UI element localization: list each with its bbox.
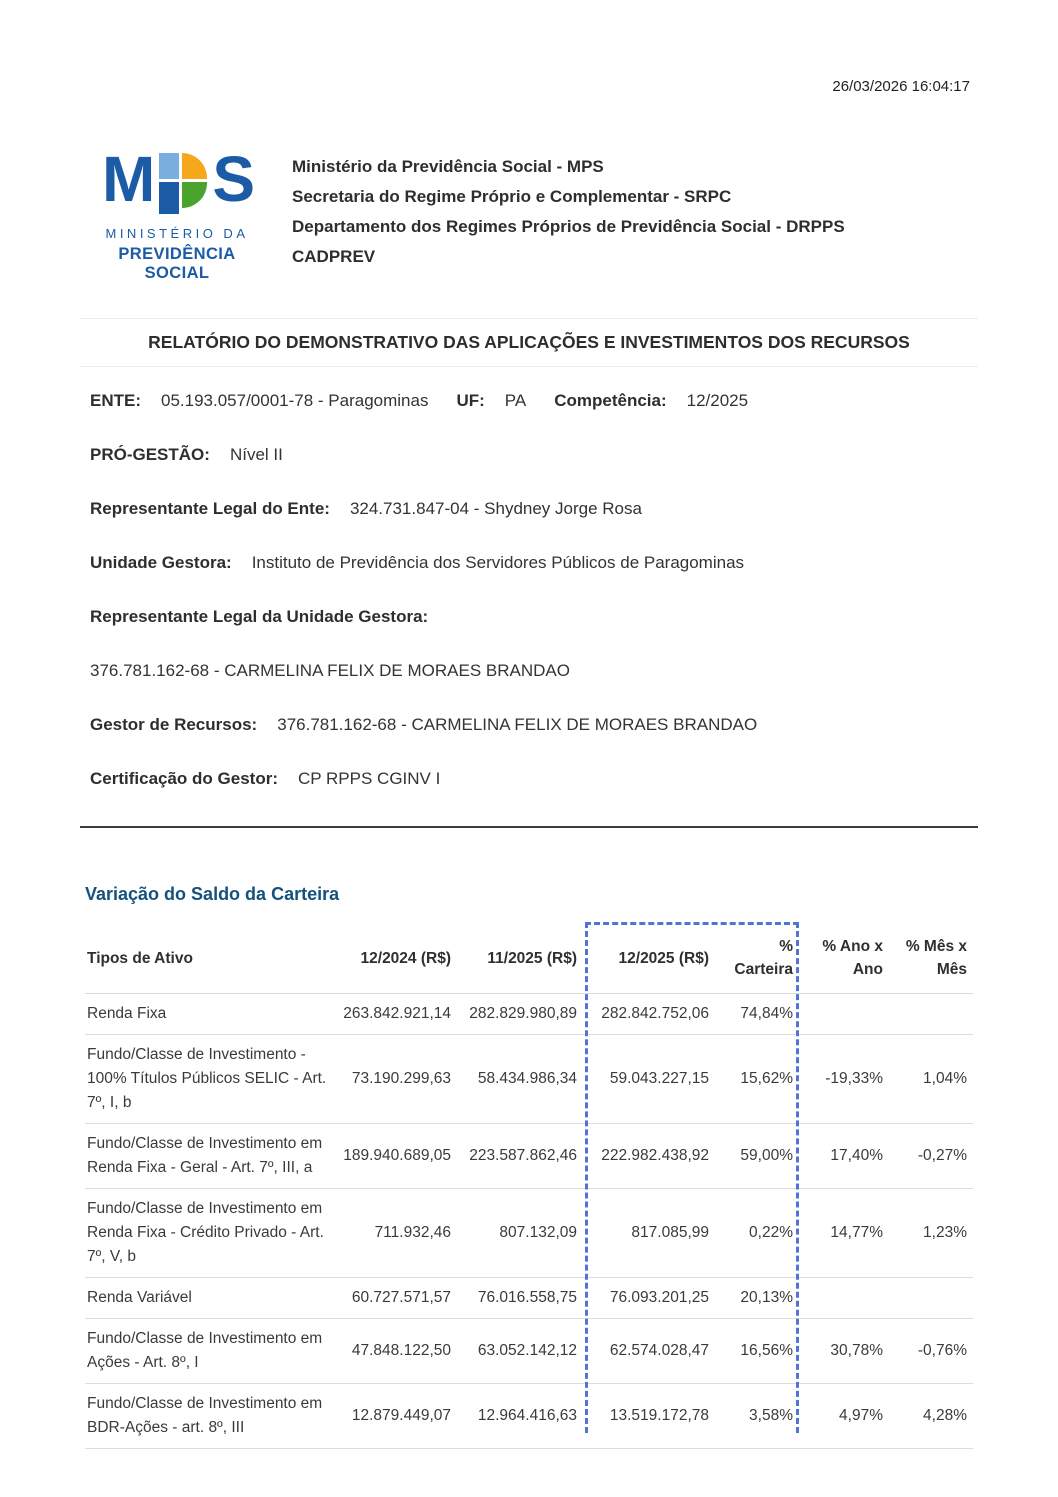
column-header: % Ano x Ano	[799, 924, 889, 993]
logo-previdencia-line: PREVIDÊNCIA SOCIAL	[118, 245, 236, 282]
field-label: Representante Legal do Ente:	[90, 499, 330, 518]
field-value: 376.781.162-68 - CARMELINA FELIX DE MORAES BRANDAO	[277, 715, 758, 734]
field-row	[90, 606, 970, 627]
field-value: PA	[504, 391, 527, 410]
field-row	[90, 390, 970, 411]
section-divider	[80, 826, 978, 828]
value-cell: 62.574.028,47	[583, 1318, 715, 1383]
field-label: PRÓ-GESTÃO:	[90, 445, 210, 464]
column-header: 11/2025 (R$)	[457, 924, 583, 993]
asset-type-cell: Fundo/Classe de Investimento em Renda Fixa - Geral - Art. 7º, III, a	[85, 1123, 337, 1188]
table-row	[85, 1188, 973, 1277]
mps-logo-acronym	[86, 143, 268, 215]
value-cell: 263.842.921,14	[337, 993, 457, 1034]
value-cell: 76.093.201,25	[583, 1277, 715, 1318]
value-cell: 60.727.571,57	[337, 1277, 457, 1318]
value-cell	[889, 993, 973, 1034]
field-label: Representante Legal da Unidade Gestora:	[90, 607, 429, 626]
value-cell: 4,28%	[889, 1383, 973, 1448]
table-row	[85, 1034, 973, 1123]
value-cell: 4,97%	[799, 1383, 889, 1448]
column-header: % Mês x Mês	[889, 924, 973, 993]
field-value: Nível II	[229, 445, 283, 464]
field-label: Unidade Gestora:	[90, 553, 232, 572]
print-timestamp: 26/03/2026 16:04:17	[832, 78, 970, 95]
value-cell: 73.190.299,63	[337, 1034, 457, 1123]
value-cell: 711.932,46	[337, 1188, 457, 1277]
value-cell: 3,58%	[715, 1383, 799, 1448]
value-cell: 282.829.980,89	[457, 993, 583, 1034]
agency-header	[292, 152, 845, 272]
logo-letter-s: S	[212, 143, 252, 215]
portfolio-variation-table	[85, 924, 973, 1449]
field-row	[90, 714, 970, 735]
agency-header-line: Departamento dos Regimes Próprios de Previdência Social - DRPPS	[292, 217, 845, 236]
field-label: UF:	[456, 391, 485, 410]
value-cell: 30,78%	[799, 1318, 889, 1383]
table-row	[85, 1383, 973, 1448]
agency-header-line: Secretaria do Regime Próprio e Complementar - SRPC	[292, 187, 732, 206]
value-cell: 282.842.752,06	[583, 993, 715, 1034]
mps-logo	[86, 143, 268, 283]
field-row	[90, 498, 970, 519]
value-cell: 59,00%	[715, 1123, 799, 1188]
column-header: % Carteira	[715, 924, 799, 993]
column-header: Tipos de Ativo	[85, 924, 337, 993]
value-cell: -19,33%	[799, 1034, 889, 1123]
value-cell: 222.982.438,92	[583, 1123, 715, 1188]
value-cell: 16,56%	[715, 1318, 799, 1383]
table-row	[85, 1318, 973, 1383]
logo-letter-m: M	[102, 143, 153, 215]
value-cell: 74,84%	[715, 993, 799, 1034]
value-cell: 47.848.122,50	[337, 1318, 457, 1383]
value-cell: 14,77%	[799, 1188, 889, 1277]
field-row	[90, 552, 970, 573]
field-value: CP RPPS CGINV I	[298, 769, 441, 788]
value-cell: 223.587.862,46	[457, 1123, 583, 1188]
table-row	[85, 1277, 973, 1318]
column-header: 12/2024 (R$)	[337, 924, 457, 993]
fields-section	[90, 390, 970, 822]
value-cell: 807.132,09	[457, 1188, 583, 1277]
agency-header-line: Ministério da Previdência Social - MPS	[292, 157, 604, 176]
field-label: Competência:	[554, 391, 667, 410]
field-value: 376.781.162-68 - CARMELINA FELIX DE MORAES BRANDAO	[90, 661, 570, 680]
asset-type-cell: Fundo/Classe de Investimento em Renda Fixa - Crédito Privado - Art. 7º, V, b	[85, 1188, 337, 1277]
logo-p-blue-stem	[159, 182, 179, 214]
logo-letter-p-icon	[159, 153, 207, 214]
asset-type-cell: Fundo/Classe de Investimento em BDR-Ações - art. 8º, III	[85, 1383, 337, 1448]
value-cell: -0,27%	[889, 1123, 973, 1188]
asset-type-cell: Renda Fixa	[85, 993, 337, 1034]
value-cell: 20,13%	[715, 1277, 799, 1318]
value-cell: 12.964.416,63	[457, 1383, 583, 1448]
agency-header-line: CADPREV	[292, 247, 376, 266]
field-value: Instituto de Previdência dos Servidores Públicos de Paragominas	[251, 553, 745, 572]
report-title: RELATÓRIO DO DEMONSTRATIVO DAS APLICAÇÕES E INVESTIMENTOS DOS RECURSOS	[80, 318, 978, 367]
value-cell	[799, 993, 889, 1034]
field-value: 05.193.057/0001-78 - Paragominas	[161, 391, 429, 410]
table-row	[85, 993, 973, 1034]
value-cell: 13.519.172,78	[583, 1383, 715, 1448]
value-cell: 12.879.449,07	[337, 1383, 457, 1448]
value-cell: 15,62%	[715, 1034, 799, 1123]
portfolio-variation-section-title: Variação do Saldo da Carteira	[85, 884, 340, 904]
field-row	[90, 444, 970, 465]
value-cell: 0,22%	[715, 1188, 799, 1277]
value-cell: 189.940.689,05	[337, 1123, 457, 1188]
value-cell: 817.085,99	[583, 1188, 715, 1277]
value-cell: 63.052.142,12	[457, 1318, 583, 1383]
field-label: Certificação do Gestor:	[90, 769, 278, 788]
table-header-row	[85, 924, 973, 993]
value-cell: 17,40%	[799, 1123, 889, 1188]
value-cell: 59.043.227,15	[583, 1034, 715, 1123]
field-row	[90, 660, 970, 681]
column-header: 12/2025 (R$)	[583, 924, 715, 993]
value-cell: 1,23%	[889, 1188, 973, 1277]
logo-p-yellow-quadrant	[182, 153, 207, 179]
field-label: Gestor de Recursos:	[90, 715, 258, 734]
value-cell	[889, 1277, 973, 1318]
logo-ministry-line: MINISTÉRIO DA	[105, 226, 249, 241]
table-row	[85, 1123, 973, 1188]
field-row	[90, 768, 970, 789]
field-value: 12/2025	[686, 391, 749, 410]
logo-p-lightblue-square	[159, 153, 179, 179]
value-cell: -0,76%	[889, 1318, 973, 1383]
value-cell	[799, 1277, 889, 1318]
field-value: 324.731.847-04 - Shydney Jorge Rosa	[349, 499, 642, 518]
field-label: ENTE:	[90, 391, 141, 410]
value-cell: 76.016.558,75	[457, 1277, 583, 1318]
asset-type-cell: Fundo/Classe de Investimento - 100% Títulos Públicos SELIC - Art. 7º, I, b	[85, 1034, 337, 1123]
value-cell: 1,04%	[889, 1034, 973, 1123]
value-cell: 58.434.986,34	[457, 1034, 583, 1123]
asset-type-cell: Fundo/Classe de Investimento em Ações - Art. 8º, I	[85, 1318, 337, 1383]
asset-type-cell: Renda Variável	[85, 1277, 337, 1318]
logo-p-green-quadrant	[182, 182, 207, 208]
